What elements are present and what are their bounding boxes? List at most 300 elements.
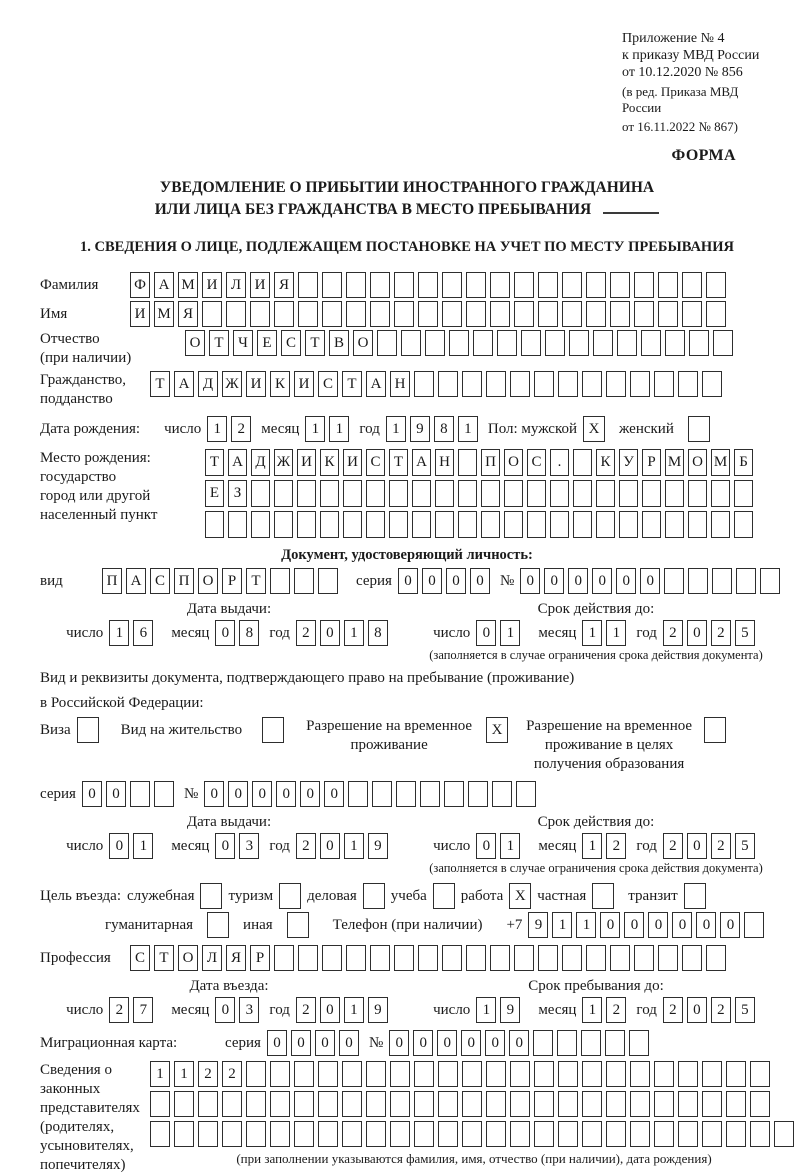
char-box[interactable]: М — [711, 449, 730, 476]
char-box[interactable]: С — [527, 449, 546, 476]
char-box[interactable] — [318, 1091, 338, 1117]
char-box[interactable] — [418, 272, 438, 298]
char-box[interactable]: 0 — [252, 781, 272, 807]
char-box[interactable] — [702, 1091, 722, 1117]
char-box[interactable] — [468, 781, 488, 807]
char-box[interactable]: О — [688, 449, 707, 476]
char-box[interactable]: 2 — [222, 1061, 242, 1087]
char-box[interactable]: 2 — [663, 620, 683, 646]
char-box[interactable] — [150, 1091, 170, 1117]
char-box[interactable] — [401, 330, 421, 356]
char-box[interactable] — [462, 1121, 482, 1147]
char-box[interactable]: С — [366, 449, 385, 476]
char-box[interactable] — [174, 1121, 194, 1147]
char-box[interactable]: 0 — [687, 620, 707, 646]
char-box[interactable] — [688, 511, 707, 538]
char-box[interactable]: Я — [178, 301, 198, 327]
char-box[interactable]: К — [270, 371, 290, 397]
char-box[interactable]: 0 — [476, 833, 496, 859]
char-box[interactable] — [481, 511, 500, 538]
char-box[interactable] — [77, 717, 99, 743]
char-box[interactable]: С — [130, 945, 150, 971]
purpose-business-checkbox[interactable] — [363, 883, 385, 909]
char-box[interactable] — [688, 480, 707, 507]
char-box[interactable] — [514, 301, 534, 327]
char-box[interactable] — [726, 1091, 746, 1117]
char-box[interactable] — [582, 371, 602, 397]
char-box[interactable] — [521, 330, 541, 356]
char-box[interactable] — [573, 449, 592, 476]
char-box[interactable] — [202, 301, 222, 327]
char-box[interactable]: 0 — [422, 568, 442, 594]
char-box[interactable]: 2 — [296, 620, 316, 646]
char-box[interactable] — [582, 1091, 602, 1117]
char-box[interactable] — [586, 272, 606, 298]
char-box[interactable] — [366, 480, 385, 507]
char-box[interactable]: 0 — [568, 568, 588, 594]
char-box[interactable] — [366, 1091, 386, 1117]
char-box[interactable]: 0 — [640, 568, 660, 594]
char-box[interactable] — [414, 1061, 434, 1087]
char-box[interactable]: С — [281, 330, 301, 356]
char-box[interactable] — [654, 1091, 674, 1117]
char-box[interactable] — [654, 371, 674, 397]
char-box[interactable] — [418, 945, 438, 971]
char-box[interactable] — [174, 1091, 194, 1117]
char-box[interactable]: 5 — [735, 620, 755, 646]
char-box[interactable] — [704, 717, 726, 743]
char-box[interactable] — [629, 1030, 649, 1056]
char-box[interactable] — [760, 568, 780, 594]
char-box[interactable]: 1 — [582, 620, 602, 646]
char-box[interactable] — [750, 1091, 770, 1117]
char-box[interactable] — [665, 511, 684, 538]
char-box[interactable]: Т — [205, 449, 224, 476]
char-box[interactable] — [390, 1121, 410, 1147]
char-box[interactable] — [490, 301, 510, 327]
char-box[interactable] — [287, 912, 309, 938]
char-box[interactable] — [593, 330, 613, 356]
char-box[interactable] — [689, 330, 709, 356]
char-box[interactable]: 9 — [410, 416, 430, 442]
char-box[interactable]: 9 — [500, 997, 520, 1023]
char-box[interactable]: А — [412, 449, 431, 476]
char-box[interactable]: 0 — [106, 781, 126, 807]
char-box[interactable]: И — [297, 449, 316, 476]
char-box[interactable] — [734, 480, 753, 507]
char-box[interactable] — [573, 511, 592, 538]
char-box[interactable] — [294, 1121, 314, 1147]
char-box[interactable] — [514, 945, 534, 971]
char-box[interactable] — [279, 883, 301, 909]
char-box[interactable] — [678, 1121, 698, 1147]
char-box[interactable]: 1 — [606, 620, 626, 646]
char-box[interactable] — [251, 511, 270, 538]
char-box[interactable] — [605, 1030, 625, 1056]
char-box[interactable] — [366, 1061, 386, 1087]
char-box[interactable] — [370, 272, 390, 298]
char-box[interactable]: 2 — [296, 833, 316, 859]
char-box[interactable]: 0 — [476, 620, 496, 646]
char-box[interactable]: 0 — [520, 568, 540, 594]
char-box[interactable] — [412, 511, 431, 538]
char-box[interactable]: Н — [435, 449, 454, 476]
char-box[interactable] — [442, 301, 462, 327]
char-box[interactable]: Т — [305, 330, 325, 356]
char-box[interactable] — [270, 1091, 290, 1117]
char-box[interactable] — [619, 480, 638, 507]
char-box[interactable]: 5 — [735, 833, 755, 859]
char-box[interactable] — [370, 945, 390, 971]
char-box[interactable] — [712, 568, 732, 594]
char-box[interactable]: 0 — [398, 568, 418, 594]
char-box[interactable]: 2 — [109, 997, 129, 1023]
char-box[interactable] — [294, 568, 314, 594]
purpose-other-checkbox[interactable] — [287, 912, 309, 938]
char-box[interactable] — [665, 480, 684, 507]
char-box[interactable] — [610, 945, 630, 971]
char-box[interactable] — [562, 272, 582, 298]
char-box[interactable]: У — [619, 449, 638, 476]
temp-residence-edu-checkbox[interactable] — [704, 717, 726, 743]
char-box[interactable] — [610, 272, 630, 298]
char-box[interactable]: 1 — [150, 1061, 170, 1087]
char-box[interactable]: 0 — [267, 1030, 287, 1056]
char-box[interactable]: О — [185, 330, 205, 356]
char-box[interactable] — [342, 1061, 362, 1087]
char-box[interactable]: К — [320, 449, 339, 476]
char-box[interactable] — [246, 1121, 266, 1147]
char-box[interactable] — [711, 480, 730, 507]
char-box[interactable]: Ч — [233, 330, 253, 356]
char-box[interactable]: 0 — [291, 1030, 311, 1056]
char-box[interactable] — [606, 1061, 626, 1087]
char-box[interactable]: 1 — [500, 833, 520, 859]
char-box[interactable] — [294, 1091, 314, 1117]
char-box[interactable]: 0 — [324, 781, 344, 807]
char-box[interactable]: П — [481, 449, 500, 476]
char-box[interactable]: 0 — [446, 568, 466, 594]
char-box[interactable] — [706, 945, 726, 971]
char-box[interactable] — [592, 883, 614, 909]
char-box[interactable]: 1 — [344, 833, 364, 859]
char-box[interactable]: 0 — [389, 1030, 409, 1056]
char-box[interactable] — [438, 1121, 458, 1147]
char-box[interactable]: 0 — [320, 833, 340, 859]
char-box[interactable]: 0 — [592, 568, 612, 594]
char-box[interactable] — [348, 781, 368, 807]
char-box[interactable]: 0 — [485, 1030, 505, 1056]
char-box[interactable]: С — [150, 568, 170, 594]
char-box[interactable] — [586, 945, 606, 971]
char-box[interactable]: Л — [226, 272, 246, 298]
char-box[interactable] — [678, 1091, 698, 1117]
char-box[interactable]: А — [174, 371, 194, 397]
char-box[interactable] — [297, 480, 316, 507]
purpose-study-checkbox[interactable] — [433, 883, 455, 909]
char-box[interactable]: П — [102, 568, 122, 594]
char-box[interactable]: И — [130, 301, 150, 327]
char-box[interactable]: 0 — [276, 781, 296, 807]
char-box[interactable]: 0 — [600, 912, 620, 938]
char-box[interactable]: Т — [209, 330, 229, 356]
char-box[interactable]: А — [228, 449, 247, 476]
char-box[interactable] — [573, 480, 592, 507]
char-box[interactable] — [198, 1121, 218, 1147]
char-box[interactable]: 2 — [198, 1061, 218, 1087]
purpose-official-checkbox[interactable] — [200, 883, 222, 909]
char-box[interactable] — [706, 272, 726, 298]
char-box[interactable]: 1 — [582, 833, 602, 859]
char-box[interactable]: 0 — [315, 1030, 335, 1056]
char-box[interactable] — [274, 511, 293, 538]
char-box[interactable]: Я — [274, 272, 294, 298]
visa-checkbox[interactable] — [77, 717, 99, 743]
char-box[interactable]: О — [504, 449, 523, 476]
char-box[interactable] — [538, 301, 558, 327]
char-box[interactable] — [706, 301, 726, 327]
char-box[interactable]: 1 — [174, 1061, 194, 1087]
char-box[interactable] — [582, 1061, 602, 1087]
char-box[interactable]: 6 — [133, 620, 153, 646]
char-box[interactable]: Б — [734, 449, 753, 476]
char-box[interactable] — [510, 1061, 530, 1087]
char-box[interactable] — [438, 1061, 458, 1087]
purpose-tourism-checkbox[interactable] — [279, 883, 301, 909]
char-box[interactable] — [435, 480, 454, 507]
char-box[interactable]: 0 — [672, 912, 692, 938]
char-box[interactable] — [466, 945, 486, 971]
char-box[interactable]: 7 — [133, 997, 153, 1023]
char-box[interactable]: 3 — [239, 833, 259, 859]
char-box[interactable]: А — [154, 272, 174, 298]
char-box[interactable] — [274, 480, 293, 507]
char-box[interactable]: 2 — [663, 997, 683, 1023]
char-box[interactable]: Е — [205, 480, 224, 507]
char-box[interactable] — [442, 945, 462, 971]
char-box[interactable]: В — [329, 330, 349, 356]
char-box[interactable] — [538, 272, 558, 298]
char-box[interactable]: О — [178, 945, 198, 971]
char-box[interactable] — [750, 1121, 770, 1147]
char-box[interactable]: 0 — [109, 833, 129, 859]
char-box[interactable] — [274, 945, 294, 971]
char-box[interactable] — [294, 1061, 314, 1087]
char-box[interactable] — [497, 330, 517, 356]
char-box[interactable] — [510, 1121, 530, 1147]
char-box[interactable] — [558, 1091, 578, 1117]
char-box[interactable] — [664, 568, 684, 594]
char-box[interactable]: И — [202, 272, 222, 298]
char-box[interactable] — [396, 781, 416, 807]
char-box[interactable]: 1 — [576, 912, 596, 938]
char-box[interactable] — [514, 272, 534, 298]
char-box[interactable]: 0 — [687, 833, 707, 859]
char-box[interactable] — [665, 330, 685, 356]
char-box[interactable] — [246, 1091, 266, 1117]
char-box[interactable]: 2 — [231, 416, 251, 442]
char-box[interactable]: 3 — [239, 997, 259, 1023]
char-box[interactable]: X — [583, 416, 605, 442]
char-box[interactable] — [713, 330, 733, 356]
char-box[interactable] — [342, 1121, 362, 1147]
char-box[interactable]: 1 — [582, 997, 602, 1023]
char-box[interactable]: 1 — [305, 416, 325, 442]
char-box[interactable] — [630, 1091, 650, 1117]
char-box[interactable] — [389, 480, 408, 507]
char-box[interactable] — [250, 301, 270, 327]
char-box[interactable] — [684, 883, 706, 909]
char-box[interactable] — [726, 1061, 746, 1087]
char-box[interactable] — [545, 330, 565, 356]
char-box[interactable] — [678, 371, 698, 397]
char-box[interactable] — [481, 480, 500, 507]
char-box[interactable] — [442, 272, 462, 298]
char-box[interactable] — [606, 1091, 626, 1117]
char-box[interactable]: 8 — [434, 416, 454, 442]
char-box[interactable]: М — [154, 301, 174, 327]
char-box[interactable]: 0 — [437, 1030, 457, 1056]
char-box[interactable]: С — [318, 371, 338, 397]
purpose-transit-checkbox[interactable] — [684, 883, 706, 909]
char-box[interactable]: М — [178, 272, 198, 298]
char-box[interactable]: 0 — [696, 912, 716, 938]
char-box[interactable]: 1 — [109, 620, 129, 646]
char-box[interactable]: 5 — [735, 997, 755, 1023]
char-box[interactable] — [606, 371, 626, 397]
char-box[interactable] — [222, 1091, 242, 1117]
char-box[interactable]: 2 — [606, 833, 626, 859]
char-box[interactable]: 0 — [215, 833, 235, 859]
char-box[interactable]: 0 — [320, 997, 340, 1023]
char-box[interactable] — [205, 511, 224, 538]
char-box[interactable]: 0 — [300, 781, 320, 807]
char-box[interactable]: 2 — [296, 997, 316, 1023]
char-box[interactable] — [270, 1121, 290, 1147]
char-box[interactable] — [641, 330, 661, 356]
char-box[interactable] — [262, 717, 284, 743]
char-box[interactable] — [346, 301, 366, 327]
char-box[interactable]: Е — [257, 330, 277, 356]
char-box[interactable] — [320, 511, 339, 538]
char-box[interactable] — [630, 1061, 650, 1087]
char-box[interactable] — [654, 1121, 674, 1147]
char-box[interactable] — [343, 480, 362, 507]
char-box[interactable] — [366, 511, 385, 538]
char-box[interactable] — [130, 781, 150, 807]
char-box[interactable] — [557, 1030, 577, 1056]
char-box[interactable] — [569, 330, 589, 356]
char-box[interactable]: 0 — [544, 568, 564, 594]
char-box[interactable]: . — [550, 449, 569, 476]
char-box[interactable]: Т — [150, 371, 170, 397]
char-box[interactable] — [534, 1091, 554, 1117]
char-box[interactable] — [150, 1121, 170, 1147]
char-box[interactable]: 0 — [509, 1030, 529, 1056]
char-box[interactable] — [678, 1061, 698, 1087]
char-box[interactable]: 9 — [368, 997, 388, 1023]
char-box[interactable] — [207, 912, 229, 938]
char-box[interactable]: 1 — [386, 416, 406, 442]
char-box[interactable] — [688, 416, 710, 442]
char-box[interactable]: И — [250, 272, 270, 298]
char-box[interactable] — [596, 511, 615, 538]
char-box[interactable] — [510, 371, 530, 397]
char-box[interactable] — [682, 945, 702, 971]
char-box[interactable] — [654, 1061, 674, 1087]
char-box[interactable]: 1 — [329, 416, 349, 442]
char-box[interactable] — [658, 301, 678, 327]
char-box[interactable] — [734, 511, 753, 538]
char-box[interactable] — [320, 480, 339, 507]
char-box[interactable] — [558, 1121, 578, 1147]
char-box[interactable]: 0 — [648, 912, 668, 938]
char-box[interactable]: Ж — [274, 449, 293, 476]
char-box[interactable] — [688, 568, 708, 594]
char-box[interactable] — [486, 1061, 506, 1087]
char-box[interactable] — [619, 511, 638, 538]
char-box[interactable] — [596, 480, 615, 507]
char-box[interactable] — [228, 511, 247, 538]
char-box[interactable]: А — [366, 371, 386, 397]
char-box[interactable] — [736, 568, 756, 594]
char-box[interactable] — [504, 511, 523, 538]
char-box[interactable]: А — [126, 568, 146, 594]
char-box[interactable] — [251, 480, 270, 507]
char-box[interactable] — [414, 1091, 434, 1117]
char-box[interactable] — [390, 1061, 410, 1087]
char-box[interactable] — [435, 511, 454, 538]
char-box[interactable]: 2 — [606, 997, 626, 1023]
char-box[interactable] — [198, 1091, 218, 1117]
char-box[interactable]: 1 — [133, 833, 153, 859]
char-box[interactable]: 2 — [711, 620, 731, 646]
char-box[interactable]: 0 — [720, 912, 740, 938]
char-box[interactable] — [438, 1091, 458, 1117]
char-box[interactable] — [490, 272, 510, 298]
purpose-humanitarian-checkbox[interactable] — [207, 912, 229, 938]
char-box[interactable]: И — [343, 449, 362, 476]
char-box[interactable]: 0 — [616, 568, 636, 594]
char-box[interactable]: 0 — [624, 912, 644, 938]
char-box[interactable] — [462, 1061, 482, 1087]
char-box[interactable]: 0 — [215, 997, 235, 1023]
char-box[interactable]: Р — [222, 568, 242, 594]
char-box[interactable]: 0 — [470, 568, 490, 594]
residence-permit-checkbox[interactable] — [262, 717, 284, 743]
char-box[interactable]: 0 — [204, 781, 224, 807]
char-box[interactable] — [318, 1061, 338, 1087]
char-box[interactable]: Н — [390, 371, 410, 397]
char-box[interactable]: 1 — [500, 620, 520, 646]
char-box[interactable]: О — [353, 330, 373, 356]
char-box[interactable]: Ж — [222, 371, 242, 397]
char-box[interactable] — [318, 568, 338, 594]
char-box[interactable]: 0 — [228, 781, 248, 807]
char-box[interactable]: М — [665, 449, 684, 476]
char-box[interactable] — [634, 945, 654, 971]
char-box[interactable] — [606, 1121, 626, 1147]
char-box[interactable] — [298, 272, 318, 298]
char-box[interactable]: 9 — [528, 912, 548, 938]
purpose-private-checkbox[interactable] — [592, 883, 614, 909]
char-box[interactable] — [642, 480, 661, 507]
char-box[interactable] — [458, 511, 477, 538]
char-box[interactable]: И — [294, 371, 314, 397]
char-box[interactable] — [462, 371, 482, 397]
char-box[interactable] — [486, 371, 506, 397]
char-box[interactable]: X — [486, 717, 508, 743]
